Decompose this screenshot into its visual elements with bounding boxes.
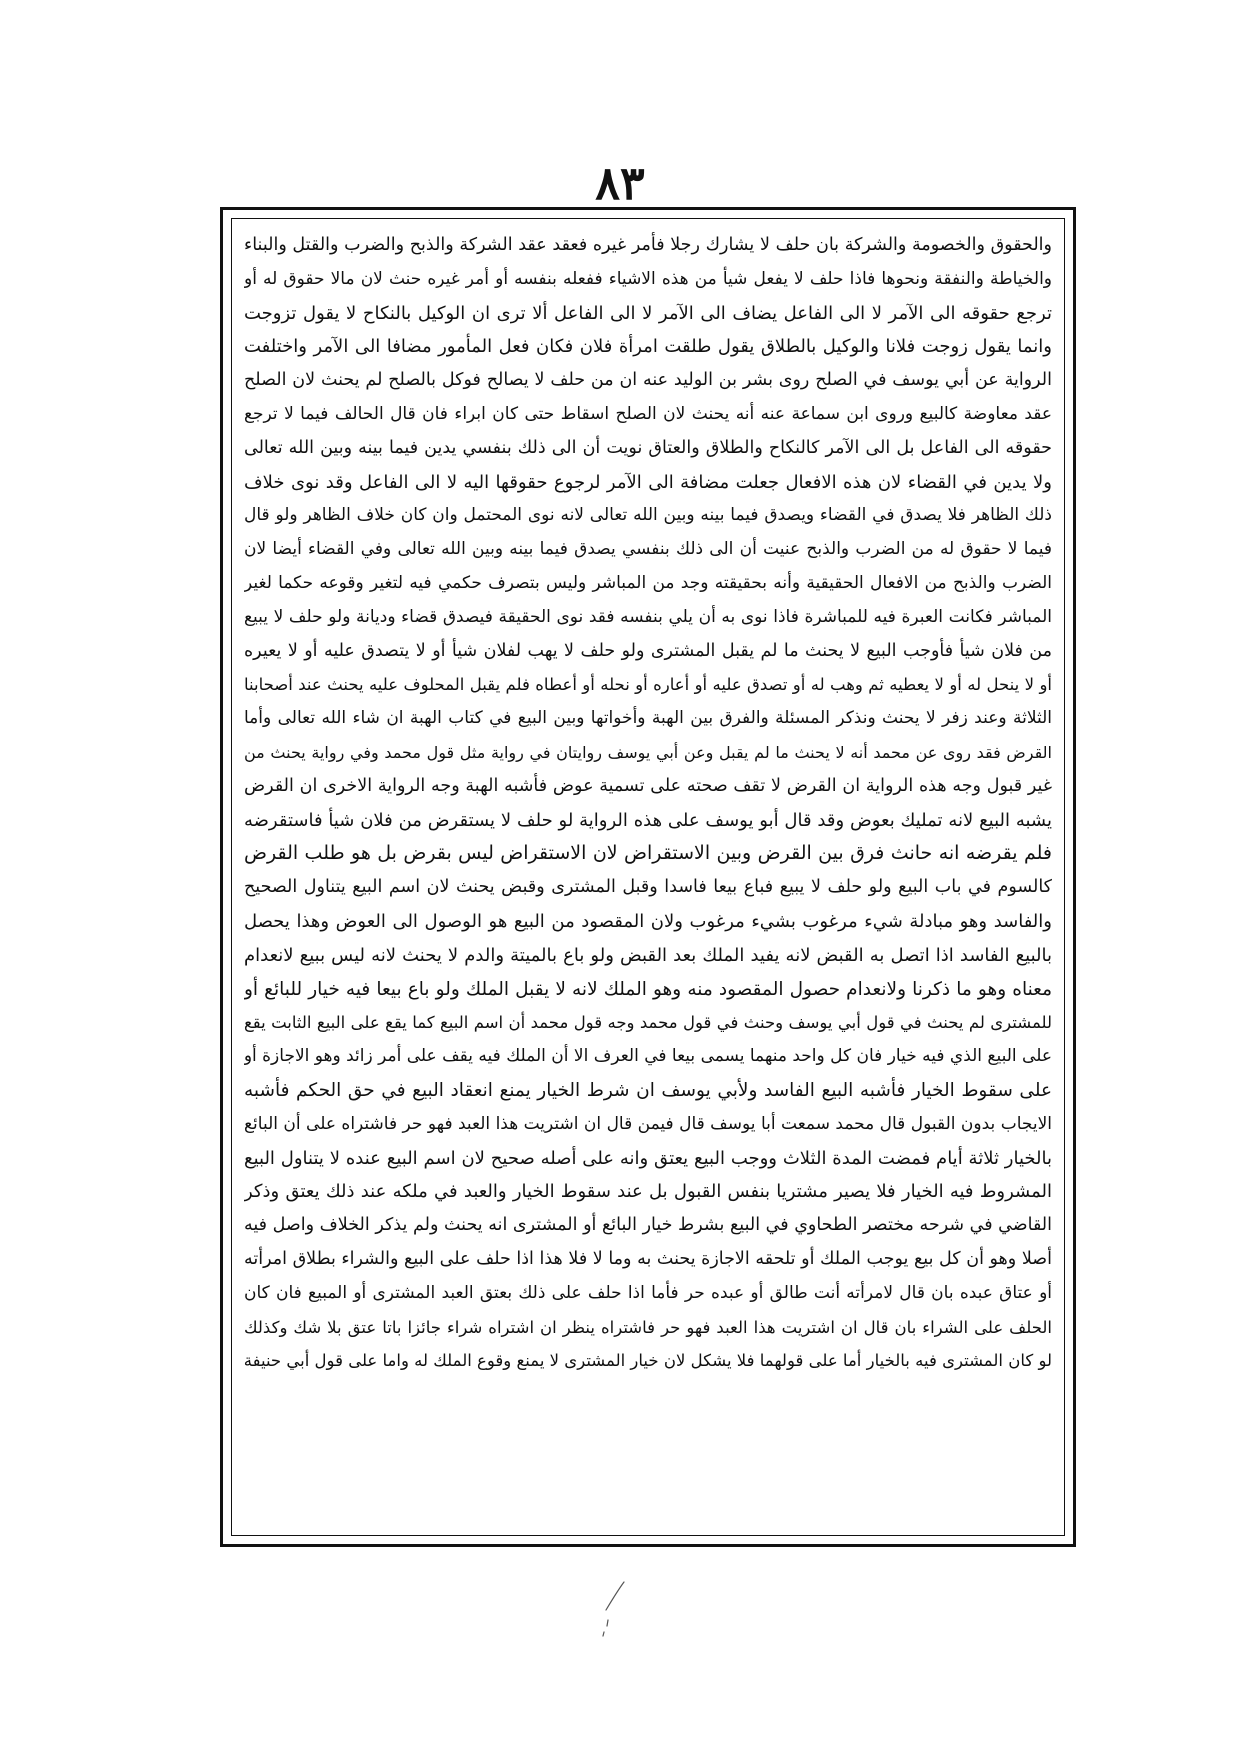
text-line: على البيع الذي فيه خيار فان كل واحد منهما يسمى بيعا في العرف الا أن الملك فيه يقف على أمر زائد وهو الاجازة أو <box>244 1046 1052 1067</box>
text-line: والفاسد وهو مبادلة شيء مرغوب بشيء مرغوب ولان المقصود من البيع هو الوصول الى العوض وهذا يحصل <box>244 910 1052 932</box>
text-line: بالبيع الفاسد اذا اتصل به القبض لانه يفيد الملك بعد القبض ولو باع بالميتة والدم لا يحنث لانه ليس ببيع لانعدام <box>244 944 1052 966</box>
text-line: فلم يقرضه انه حانث فرق بين القرض وبين الاستقراض لان الاستقراض ليس بقرض بل هو طلب القرض <box>244 842 1052 865</box>
text-line: القرض فقد روى عن محمد أنه لا يحنث ما لم يقبل وعن أبي يوسف روايتان في رواية مثل قول محمد وفي رواية يحنث من <box>244 742 1052 762</box>
text-line: المشروط فيه الخيار فلا يصير مشتريا بنفس القبول بل عند سقوط الخيار والعبد في ملكه عند ذلك يعتق وذكر <box>244 1181 1052 1203</box>
text-line: لو كان المشترى فيه بالخيار أما على قولهما فلا يشكل لان خيار المشترى لا يمنع وقوع الملك له واما على قول أبي حنيفة <box>244 1351 1052 1371</box>
text-line: ذلك الظاهر فلا يصدق في القضاء ويصدق فيما بينه وبين الله تعالى لانه نوى المحتمل وان كان خلاف الظاهر ولو قال <box>244 505 1052 526</box>
text-line: معناه وهو ما ذكرنا ولانعدام حصول المقصود منه وهو الملك لانه لا يقبل الملك ولو باع بيعا فيه خيار للبائع أو <box>244 978 1052 1000</box>
text-line: القاضي في شرحه مختصر الطحاوي في البيع بشرط خيار البائع أو المشترى انه يحنث ولم يذكر الخلاف واصل فيه <box>244 1215 1052 1236</box>
text-line: ترجع حقوقه الى الآمر لا الى الفاعل يضاف الى الآمر لا الى الفاعل ألا ترى ان الوكيل بالنكاح لا يقول تزوجت <box>244 302 1052 324</box>
text-line: أو عتاق عبده بان قال لامرأته أنت طالق أو عبده حر فأما اذا حلف على ذلك بعتق العبد المشترى أو المبيع فان كان <box>244 1282 1052 1303</box>
text-line: يشبه البيع لانه تمليك بعوض وقد قال أبو يوسف على هذه الرواية لو حلف لا يستقرض من فلان شيأ فاستقرضه <box>244 809 1052 831</box>
text-line: الرواية عن أبي يوسف في الصلح روى بشر بن الوليد عنه ان من حلف لا يصالح فوكل بالصلح لم يحنث لان الصلح <box>244 370 1052 391</box>
text-line: غير قبول وجه هذه الرواية ان القرض لا تقف صحته على تسمية عوض فأشبه الهبة وجه الرواية الاخرى ان القرض <box>244 775 1052 796</box>
text-line: والخياطة والنفقة ونحوها فاذا حلف لا يفعل شيأ من هذه الاشياء ففعله بنفسه أو أمر غيره حنث لان مالا حقوق له أو <box>244 268 1052 289</box>
text-line: حقوقه الى الفاعل بل الى الآمر كالنكاح والطلاق والعتاق نويت أن الى ذلك بنفسي يدين فيما بينه وبين الله تعالى <box>244 437 1052 458</box>
text-line: الايجاب بدون القبول قال محمد سمعت أبا يوسف قال فيمن قال ان اشتريت هذا العبد فهو حر فاشتراه على أن البائع <box>244 1113 1052 1134</box>
text-line: والحقوق والخصومة والشركة بان حلف لا يشارك رجلا فأمر غيره فعقد عقد الشركة والذبح والضرب والقتل والبناء <box>244 235 1052 255</box>
text-line: كالسوم في باب البيع ولو حلف لا يبيع فباع بيعا فاسدا وقبل المشترى وقبض يحنث لان اسم البيع يتناول الصحيح <box>244 877 1052 898</box>
text-line: عقد معاوضة كالبيع وروى ابن سماعة عنه أنه يحنث لان الصلح اسقاط حتى كان ابراء فان قال الحالف فيما لا ترجع <box>244 403 1052 424</box>
text-line: على سقوط الخيار فأشبه البيع الفاسد ولأبي يوسف ان شرط الخيار يمنع انعقاد البيع في حق الحكم فأشبه <box>244 1079 1052 1101</box>
text-line: ولا يدين في القضاء لان هذه الافعال جعلت مضافة الى الآمر لرجوع حقوقها اليه لا الى الفاعل وقد نوى خلاف <box>244 471 1052 493</box>
text-line: بالخيار ثلاثة أيام فمضت المدة الثلاث ووجب البيع يعتق وانه على أصله صحيح لان اسم البيع عنده لا يتناول البيع <box>244 1147 1052 1169</box>
text-line: المباشر فكانت العبرة فيه للمباشرة فاذا نوى به أن يلي بنفسه فقد نوى الحقيقة فيصدق قضاء وديانة ولو حلف لا يبيع <box>244 606 1052 627</box>
text-line: الضرب والذبح من الافعال الحقيقية وأنه بحقيقته وجد من المباشر وليس بتصرف حكمي فيه لتغير وقوعه حكما لغير <box>244 572 1052 593</box>
text-line: أو لا ينحل له أو لا يعطيه ثم وهب له أو تصدق عليه أو أعاره أو نحله أو أعطاه فلم يقبل المحلوف عليه يحنث عند أصحابنا <box>244 675 1052 695</box>
page-number: ٨٣ <box>595 156 645 210</box>
text-line: من فلان شيأ فأوجب البيع لا يحنث ما لم يقبل المشترى ولو حلف لا يهب لفلان شيأ أو لا يتصدق عليه أو لا يعيره <box>244 640 1052 661</box>
text-line: فيما لا حقوق له من الضرب والذبح عنيت أن الى ذلك بنفسي يصدق فيما بينه وبين الله تعالى وفي القضاء أيضا لان <box>244 539 1052 560</box>
text-line: للمشترى لم يحنث في قول أبي يوسف وحنث في قول محمد وجه قول محمد أن اسم البيع كما يقع على البيع الثابت يقع <box>244 1013 1052 1033</box>
text-line: أصلا وهو أن كل بيع يوجب الملك أو تلحقه الاجازة يحنث به وما لا فلا هذا اذا حلف على البيع والشراء بطلاق امرأته <box>244 1248 1052 1269</box>
pen-mark-icon <box>598 1580 626 1640</box>
main-text <box>244 229 1052 1525</box>
text-line: الثلاثة وعند زفر لا يحنث ونذكر المسئلة والفرق بين الهبة وأخواتها وبين البيع في كتاب الهبة ان شاء الله تعالى وأما <box>244 708 1052 729</box>
page-border <box>220 207 1076 1547</box>
inner-border <box>231 218 1065 1536</box>
text-line: وانما يقول زوجت فلانا والوكيل بالطلاق يقول طلقت امرأة فلان فكان فعل المأمور مضافا الى الآمر واختلفت <box>244 336 1052 358</box>
text-line: الحلف على الشراء بان قال ان اشتريت هذا العبد فهو حر فاشتراه ينظر ان اشتراه شراء جائزا باتا عتق بلا شك وكذلك <box>244 1317 1052 1337</box>
